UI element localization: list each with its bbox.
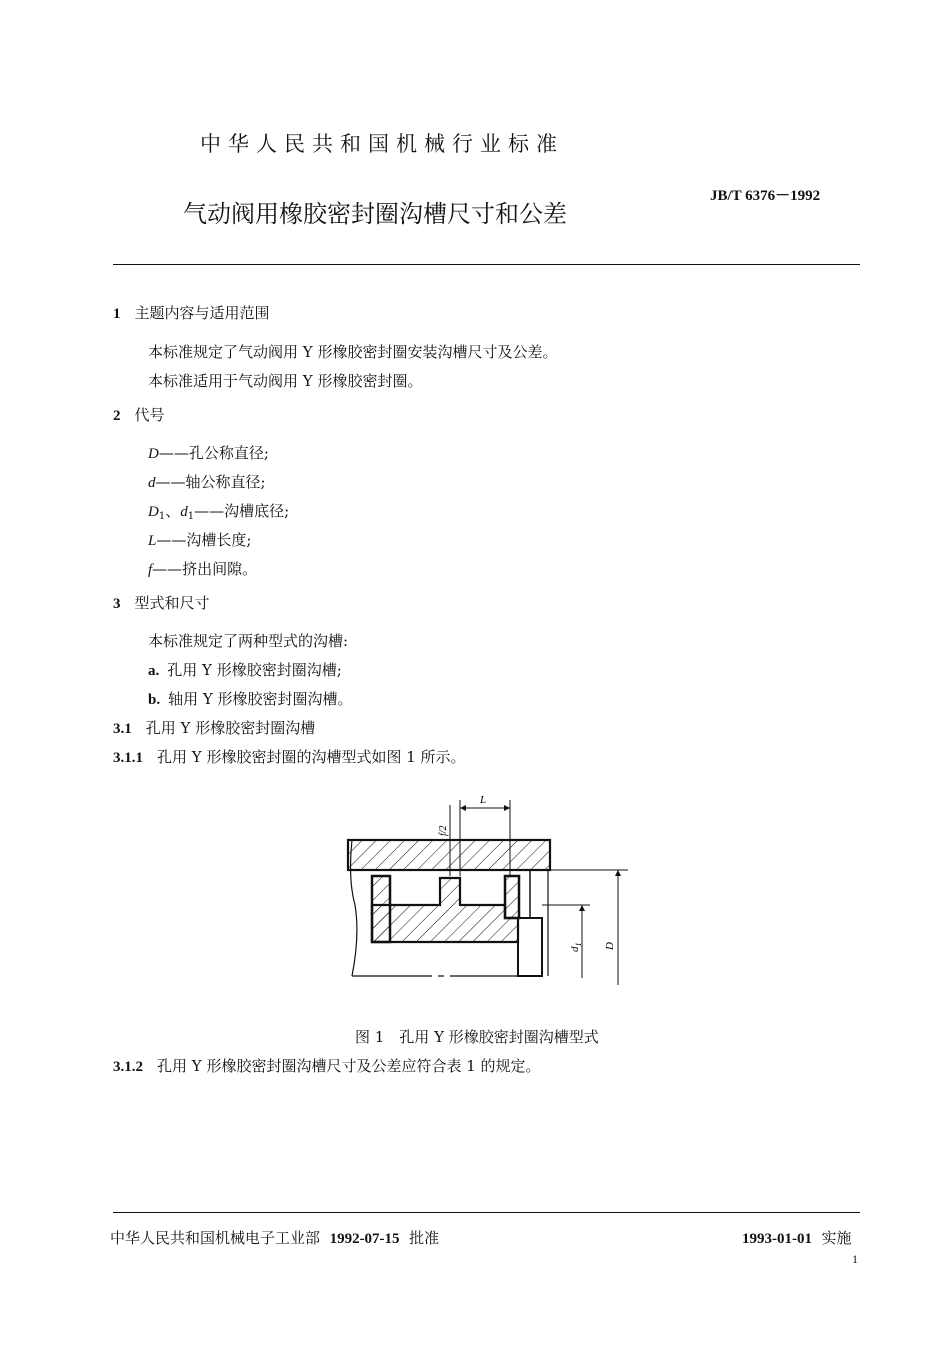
seal-lip-right <box>505 876 519 918</box>
symbol-item: D——孔公称直径; <box>148 444 269 462</box>
label-d1: $d_1$ <box>569 942 583 952</box>
header-divider <box>113 264 860 265</box>
section-3-heading <box>113 592 210 613</box>
section-1-p1: 本标准规定了气动阀用 Y 形橡胶密封圈安装沟槽尺寸及公差。 <box>148 343 558 361</box>
shaft-step <box>518 918 542 976</box>
section-number: 3 <box>113 596 121 612</box>
section-title: 型式和尺寸 <box>134 594 210 612</box>
section-3-1-2: 3.1.2 孔用 Y 形橡胶密封圈沟槽尺寸及公差应符合表 1 的规定。 <box>113 1057 541 1075</box>
piston-section <box>372 878 518 942</box>
section-number: 3.1 <box>113 721 132 737</box>
section-number: 1 <box>113 306 121 322</box>
footer-divider <box>113 1212 860 1213</box>
section-2-heading <box>113 404 165 425</box>
label-D: D <box>604 942 616 950</box>
list-item-b: b. 轴用 Y 形橡胶密封圈沟槽。 <box>148 690 353 708</box>
section-title: 孔用 Y 形橡胶密封圈沟槽 <box>145 719 316 737</box>
org-title: 中华人民共和国机械行业标准 <box>200 132 564 156</box>
seal-lip-left <box>372 876 390 942</box>
figure-caption: 图 1 孔用 Y 形橡胶密封圈沟槽型式 <box>355 1028 599 1046</box>
section-1-heading <box>113 302 270 323</box>
doc-code: JB/T 6376－1992 <box>710 188 821 204</box>
list-item-a: a. 孔用 Y 形橡胶密封圈沟槽; <box>148 661 342 679</box>
section-1-p2: 本标准适用于气动阀用 Y 形橡胶密封圈。 <box>148 372 423 390</box>
section-3-p1: 本标准规定了两种型式的沟槽: <box>148 632 349 650</box>
symbol-item: $D_1$、$d_1——$沟槽底径; <box>148 502 290 522</box>
doc-title: 气动阀用橡胶密封圈沟槽尺寸和公差 <box>183 200 567 228</box>
section-title: 主题内容与适用范围 <box>134 304 270 322</box>
section-number: 3.1.2 <box>113 1059 143 1075</box>
section-number: 2 <box>113 408 121 424</box>
page-number: 1 <box>852 1252 858 1266</box>
section-title: 代号 <box>134 406 165 424</box>
footer-approval: 中华人民共和国机械电子工业部 1992-07-15 批准 <box>110 1229 440 1247</box>
section-number: 3.1.1 <box>113 750 143 766</box>
section-3-1-heading <box>113 717 315 738</box>
section-3-1-1: 3.1.1 孔用 Y 形橡胶密封圈的沟槽型式如图 1 所示。 <box>113 748 466 766</box>
symbol-item: f——挤出间隙。 <box>148 560 258 578</box>
footer-effective: 1993-01-01 实施 <box>742 1229 852 1247</box>
label-L: L <box>480 794 487 806</box>
symbol-item: d——轴公称直径; <box>148 473 266 491</box>
groove-diagram <box>340 790 640 990</box>
housing-section <box>348 840 550 870</box>
symbol-item: L——沟槽长度; <box>148 531 252 549</box>
label-f2: f/2 <box>438 825 449 836</box>
